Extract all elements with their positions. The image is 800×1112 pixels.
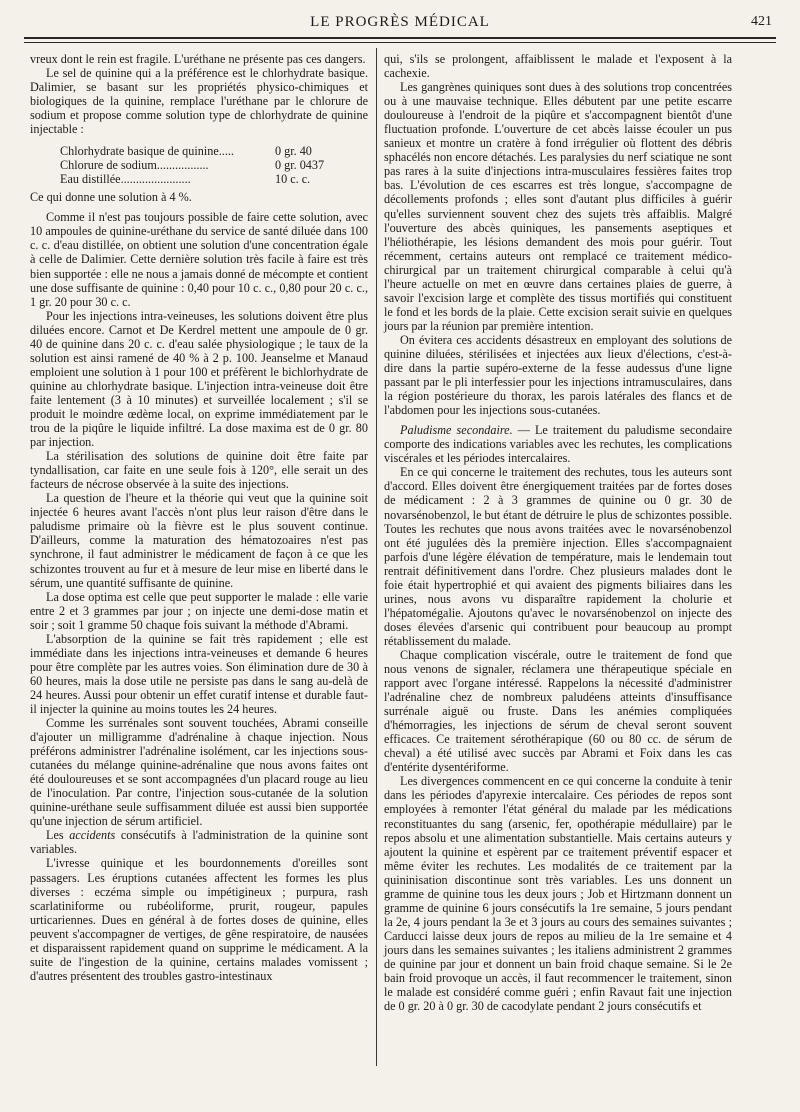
emphasis: accidents — [69, 828, 116, 843]
paragraph: Les divergences commencent en ce qui concerne la conduite à tenir dans les périodes d'apyrexie intercalaire. Ces périodes de repos sont employées à remonter l'état général du malade par les médications reconstituantes du sang (arsenic, fer, opothérapie médullaire) par le repos absolu et une alimentation substantielle. Mais certains auteurs y ajoutent la quinine et espèrent par ce traitement préventif espacer et même éviter les rechutes. Les modalités de ce traitement par la quininisation discontinue sont très variables. Les uns donnent un gramme de quinine tous les deux jours ; Job et Hirtzmann donnent un gramme de quinine 6 jours consécutifs la 1re semaine, 5 jours pendant la 2e, 4 jours pendant la 3e et 3 jours au cours des semaines suivantes ; Carducci laisse deux jours de repos au milieu de la 1re semaine et 4 jours dans les semaines suivantes ; les italiens administrent 2 grammes de quinine par jour et donnent un bain froid chaque semaine. Si le 2e bain froid provoque un accès, il faut recommencer le traitement, sinon le malade est considéré comme guéri ; enfin Ravaut fait une injection de 0 gr. 20 à 0 gr. 30 de cacodylate pendant 2 jours consécutifs et — [384, 774, 732, 1014]
paragraph: Comme les surrénales sont souvent touchées, Abrami conseille d'ajouter un milligramme d'adrénaline à chaque injection. Nous préférons administrer l'adrénaline isolément, car les injections sous-cutanées du mélange quinine-adrénaline que nous avons faites ont été douloureuses et se sont accompagnées d'un placard rouge au lieu de l'inoculation. Par contre, l'injection sous-cutanée de la solution quinine-uréthane seule suffisamment diluée est aussi bien supportée qu'une injection de sérum artificiel. — [30, 716, 368, 829]
paragraph: Pour les injections intra-veineuses, les solutions doivent être plus diluées encore. Carnot et De Kerdrel mettent une ampoule de 0 gr. 40 de quinine dans 20 c. c. d'eau salée physiologique ; le taux de la solution est ainsi ramené de 40 % à 2 p. 100. Jeanselme et Manaud emploient une solution à 1 pour 100 et préfèrent le bichlorhydrate de quinine au chlorhydrate basique. L'injection intra-veineuse doit être faite lentement (3 à 10 minutes) et surveillée localement ; s'il se produit le moindre œdème local, on exprime immédiatement par le trou de la piqûre le liquide infiltré. La dose maxima est de 0 gr. 80 par injection. — [30, 308, 368, 450]
formula-row — [60, 158, 365, 172]
paragraph: La question de l'heure et la théorie qui veut que la quinine soit injectée 6 heures avant l'accès n'ont plus leur raison d'être dans le paludisme primaire où la fièvre est le plus souvent continue. D'ailleurs, comme la maturation des hématozoaires n'est pas synchrone, il faut administrer le médicament de façon à ce que les schizontes trouvent au fur et à mesure de leur mise en liberté dans le sérum, une quantité suffisante de quinine. — [30, 491, 368, 590]
formula-quantity: 0 gr. 40 — [275, 144, 312, 159]
page-number: 421 — [751, 14, 772, 29]
running-header — [24, 14, 776, 36]
paragraph: qui, s'ils se prolongent, affaiblissent le malade et l'exposent à la cachexie. — [384, 52, 732, 81]
formula-ingredient: Eau distillée....................... — [60, 172, 191, 187]
right-column — [384, 52, 732, 1013]
formula-quantity: 10 c. c. — [275, 172, 311, 187]
header-rule-thick — [24, 37, 776, 39]
paragraph — [30, 828, 368, 856]
paragraph: L'ivresse quinique et les bourdonnements d'oreilles sont passagers. Les éruptions cutanées affectent les formes les plus diverses : eczéma simple ou impétigineux ; purpura, rash scarlatiniforme ou rubéoliforme, prurit, rougeur, papules urticariennes. Dues en général à de fortes doses de quinine, elles peuvent s'accompagner de vertiges, de gêne respiratoire, de nausées et disparaissent rapidement quand on supprime le médicament. A la suite de l'ingestion de la quinine, certains malades vomissent ; d'autres présentent des troubles gastro-intestinaux — [30, 856, 368, 983]
formula-ingredient: Chlorure de sodium................. — [60, 158, 209, 173]
paragraph: Comme il n'est pas toujours possible de faire cette solution, avec 10 ampoules de quinine-uréthane du service de santé diluée dans 100 c. c. d'eau distillée, on obtient une solution d'une concentration égale à celle de Dalimier. Cette dernière solution très facile à faire est très bien supportée : elle ne nous a jamais donné de mécompte et contient une dose suffisante de quinine : 0,40 pour 10 c. c., 0,80 pour 20 c. c., 1 gr. 20 pour 30 c. c. — [30, 210, 368, 309]
text-run: consécutifs à l'administration de la quinine sont variables. — [30, 828, 368, 857]
paragraph: La dose optima est celle que peut supporter le malade : elle varie entre 2 et 3 grammes par jour ; on injecte une demi-dose matin et soir ; soit 1 gramme 50 chaque fois suivant la méthode d'Abrami. — [30, 589, 368, 632]
paragraph: Les gangrènes quiniques sont dues à des solutions trop concentrées ou à une mauvaise technique. Elles débutent par une petite escarre douloureuse à l'endroit de la piqûre et s'accompagnent bientôt d'une fluctuation profonde. L'ouverture de cet abcès laisse écouler un pus sanieux et montre un cratère à fond irrégulier où flottent des débris sphacélés non encore détachés. Les paralysies du nerf sciatique ne sont pas rares à la suite d'injections intra-musculaires fessières faites trop bas. L'évolution de ces escarres est très longue, s'accompagne de décollements profonds ; elles sont d'autant plus difficiles à guérir qu'elles surviennent souvent chez des sujets très affaiblis. Malgré l'ouverture des abcès quiniques, les pansements aseptiques et l'héliothérapie, les lésions demandent des mois pour guérir. Tout récemment, certains auteurs ont remplacé ce traitement médico-chirurgical par un traitement chirurgical comparable à celui qu'à l'heure actuelle on met en œuvre dans certaines plaies de guerre, à savoir l'excision large et complète des tissus mortifiés qui constituent le fond et les bords de la plaie. Cette excision serait suivie en quelques jours par la réunion par première intention. — [384, 80, 732, 333]
left-column — [30, 52, 368, 983]
paragraph: vreux dont le rein est fragile. L'uréthane ne présente pas ces dangers. — [30, 52, 366, 66]
paragraph: Ce qui donne une solution à 4 %. — [30, 190, 192, 205]
formula-table — [60, 144, 365, 186]
paragraph — [384, 423, 732, 465]
paragraph: Le sel de quinine qui a la préférence est le chlorhydrate basique. Dalimier, se basant sur les propriétés physico-chimiques et biologiques de la quinine, remplace l'uréthane par le chlorure de sodium et propose comme solution type de chlorhydrate de quinine injectable : — [30, 66, 368, 137]
formula-row — [60, 172, 365, 186]
paragraph: En ce qui concerne le traitement des rechutes, tous les auteurs sont d'accord. Elles doivent être énergiquement traitées par de fortes doses de médicament : 2 à 3 grammes de quinine ou 0 gr. 30 de novarsénobenzol, le but étant de détruire le plus de schizontes possible. Toutes les rechutes que nous avons traitées avec le novarsénobenzol ont été jugulées dès la première injection. Elles s'accompagnaient parfois d'une légère élévation de température, mais le lendemain tout rentrait définitivement dans l'ordre. Chez plusieurs malades dont le foie était hypertrophié et qui avaient des pigments biliaires dans les urines, nous avons vu disparaître rapidement la cholurie et l'hépatomégalie. Ajoutons qu'avec le novarsénobenzol on injecte des doses élevées d'arsenic qui contribuent pour beaucoup au prompt rétablissement du malade. — [384, 465, 732, 648]
column-divider — [376, 48, 377, 1066]
formula-row — [60, 144, 365, 158]
paragraph: Chaque complication viscérale, outre le traitement de fond que nous venons de signaler, réclamera une thérapeutique spéciale en rapport avec l'organe intéressé. Rappelons la nécessité d'administrer l'adrénaline chez de nombreux paludéens atteints d'insuffisance surrénale aiguë ou fruste. Dans les anémies compliquées d'hémorragies, les injections de sérum de cheval seront souvent efficaces. Ce traitement sérothérapique (60 ou 80 cc. de sérum de cheval) a été utilisé avec succès par Abrami et Foix dans les cas d'entérite dysentériforme. — [384, 647, 732, 775]
paragraph: L'absorption de la quinine se fait très rapidement ; elle est immédiate dans les injections intra-veineuses et demande 6 heures pour être complète par les autres voies. Son élimination dure de 30 à 60 heures, mais la dose utile ne persiste pas dans le sang au-delà de 24 heures. Aussi pour obtenir un effet curatif intense et durable faut-il injecter la quinine au moins toutes les 24 heures. — [30, 631, 368, 716]
section-heading: Paludisme secondaire. — [400, 423, 513, 438]
formula-quantity: 0 gr. 0437 — [275, 158, 325, 173]
paragraph: On évitera ces accidents désastreux en employant des solutions de quinine diluées, stérilisées et injectées aux lieux d'élections, c'est-à-dire dans la partie supéro-externe de la fesse audessus d'une ligne passant par le pli interfessier pour les injections intramusculaires, dans la région postérieure du thorax, les parois latérales des flancs et de l'abdomen pour les injections sous-cutanées. — [384, 332, 732, 418]
formula-ingredient: Chlorhydrate basique de quinine..... — [60, 144, 234, 159]
paragraph: La stérilisation des solutions de quinine doit être faite par tyndallisation, car faite en une seule fois à 120°, elle serait un des facteurs de nécrose observée à la suite des injections. — [30, 449, 368, 492]
journal-title: LE PROGRÈS MÉDICAL — [310, 14, 490, 30]
text-run: Les — [46, 828, 70, 843]
text-run: — Le traitement du paludisme secondaire comporte des indications variables avec les rechutes, les complications viscérales et les périodes intercalaires. — [384, 423, 732, 466]
header-rule-thin — [24, 42, 776, 43]
